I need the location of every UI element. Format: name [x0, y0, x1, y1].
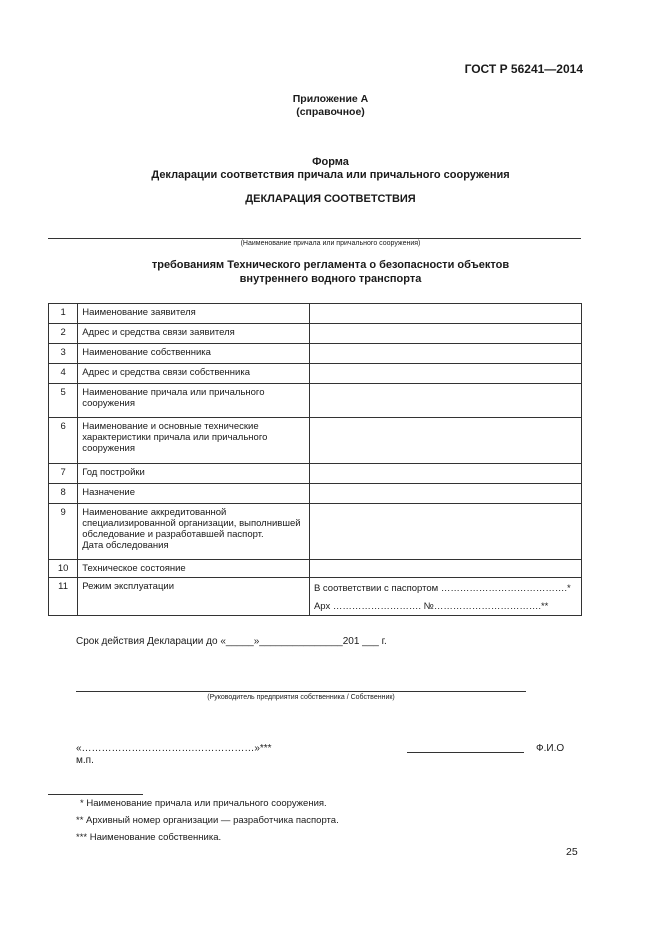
head-caption: (Руководитель предприятия собственника / Собственник) [207, 694, 395, 701]
row-label [78, 504, 310, 560]
object-name-line [48, 238, 581, 239]
row-number: 2 [49, 324, 78, 344]
row-value-cell[interactable] [309, 560, 581, 578]
validity-period: Срок действия Декларации до «_____»_______________201 ___ г. [76, 636, 387, 647]
row-value-cell[interactable] [309, 464, 581, 484]
signature-line [407, 752, 524, 753]
row-label: Наименование причала или причального сооружения [78, 384, 310, 418]
row-value-cell[interactable] [309, 578, 581, 616]
row-label: Наименование заявителя [78, 304, 310, 324]
row-number: 5 [49, 384, 78, 418]
object-name-caption: (Наименование причала или причального сооружения) [240, 240, 421, 247]
footnote-rule [48, 794, 143, 795]
table-row [49, 384, 582, 418]
row-label: Адрес и средства связи собственника [78, 364, 310, 384]
table-row [49, 484, 582, 504]
row-label-date: Дата обследования [82, 540, 169, 551]
row-label: Адрес и средства связи заявителя [78, 324, 310, 344]
row-number: 11 [49, 578, 78, 616]
declaration-table [48, 303, 582, 616]
row-label: Назначение [78, 484, 310, 504]
form-title: Форма [312, 156, 349, 168]
document-code: ГОСТ Р 56241—2014 [464, 62, 583, 76]
row-label: Техническое состояние [78, 560, 310, 578]
owner-name-line: «…………………………….………………»*** [76, 743, 272, 754]
footnote-3: *** Наименование собственника. [76, 832, 222, 843]
row-value-cell[interactable] [309, 304, 581, 324]
page-number: 25 [566, 846, 578, 858]
row-value-cell[interactable] [309, 484, 581, 504]
annex-subtitle: (справочное) [296, 106, 365, 118]
declaration-title: ДЕКЛАРАЦИЯ СООТВЕТСТВИЯ [245, 193, 416, 205]
row-number: 3 [49, 344, 78, 364]
row-value-cell[interactable] [309, 418, 581, 464]
table-row [49, 464, 582, 484]
passport-reference: В соответствии с паспортом ………………………………….* [313, 583, 571, 594]
row-label-text: Наименование аккредитованной специализированной организации, выполнившей обследование и разработавшей паспорт. [82, 507, 301, 540]
row-value-cell[interactable] [309, 324, 581, 344]
head-signature-line [76, 691, 526, 692]
footnote-2: ** Архивный номер организации — разработчика паспорта. [76, 815, 339, 826]
row-number: 7 [49, 464, 78, 484]
form-subtitle: Декларации соответствия причала или причального сооружения [151, 169, 510, 181]
table-row [49, 324, 582, 344]
table-row [49, 364, 582, 384]
row-number: 1 [49, 304, 78, 324]
footnote-1: * Наименование причала или причального сооружения. [80, 798, 327, 809]
row-value-cell[interactable] [309, 504, 581, 560]
table-row [49, 578, 582, 616]
table-row [49, 344, 582, 364]
stamp-place: м.п. [76, 755, 94, 766]
table-row [49, 418, 582, 464]
row-number: 8 [49, 484, 78, 504]
archive-reference: Арх ………………………. №…………………………….** [313, 601, 549, 612]
row-value-cell[interactable] [309, 384, 581, 418]
table-row [49, 560, 582, 578]
requirements-line-1: требованиям Технического регламента о безопасности объектов [151, 259, 510, 271]
row-label: Наименование и основные технические характеристики причала или причального сооружения [78, 418, 310, 464]
row-number: 10 [49, 560, 78, 578]
requirements-line-2: внутреннего водного транспорта [239, 273, 422, 285]
table-row [49, 304, 582, 324]
row-label: Режим эксплуатации [78, 578, 310, 616]
row-number: 9 [49, 504, 78, 560]
row-number: 6 [49, 418, 78, 464]
row-value-cell[interactable] [309, 344, 581, 364]
row-label: Наименование собственника [78, 344, 310, 364]
row-number: 4 [49, 364, 78, 384]
row-value-cell[interactable] [309, 364, 581, 384]
annex-title: Приложение А [292, 93, 369, 105]
table-row [49, 504, 582, 560]
full-name-label: Ф.И.О [536, 743, 565, 754]
row-label: Год постройки [78, 464, 310, 484]
